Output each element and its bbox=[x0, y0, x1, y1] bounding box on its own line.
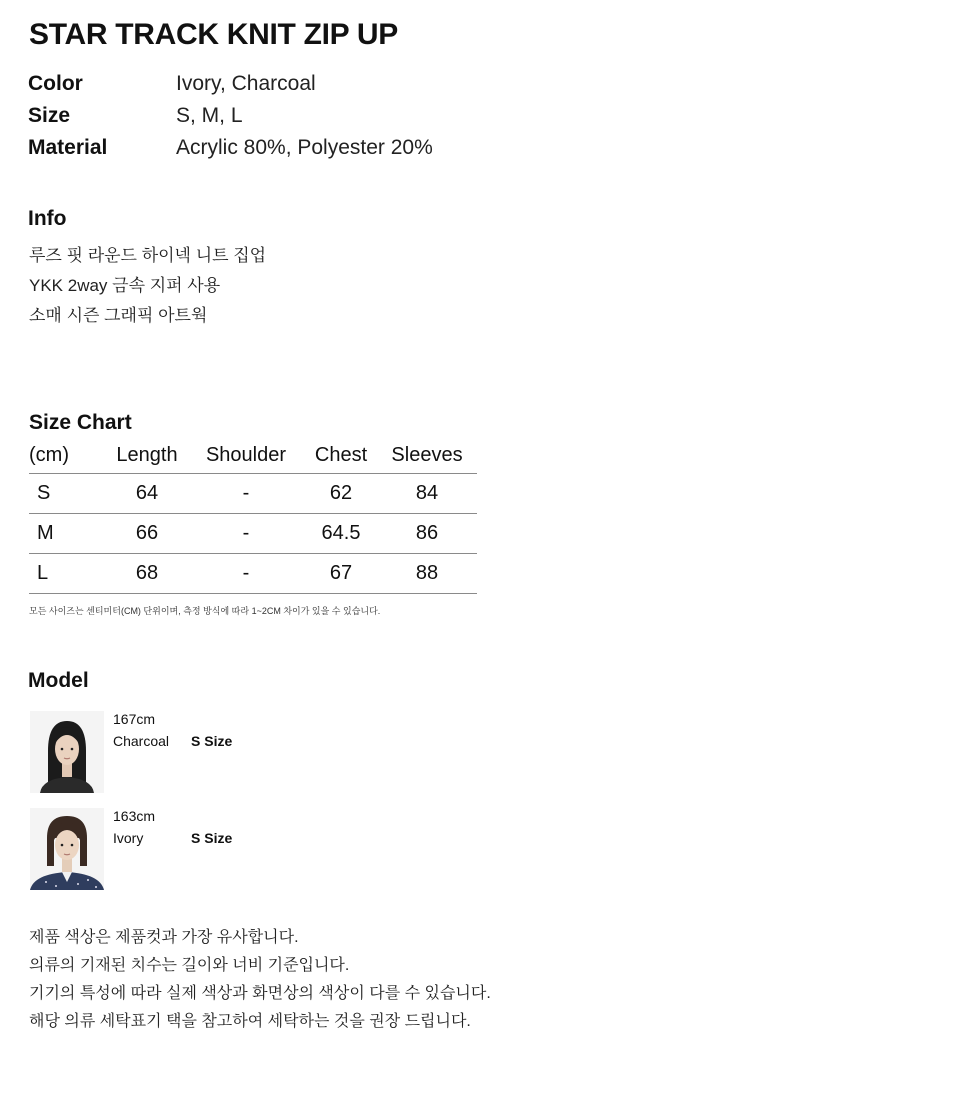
info-list bbox=[29, 241, 266, 331]
spec-value: S, M, L bbox=[176, 104, 243, 127]
spec-row-color bbox=[28, 68, 433, 100]
table-cell: - bbox=[187, 554, 305, 594]
table-cell: 64.5 bbox=[305, 514, 377, 554]
table-cell: M bbox=[29, 514, 107, 554]
model-photo bbox=[30, 711, 104, 793]
model-size: S Size bbox=[191, 830, 233, 846]
header-cell-chest: Chest bbox=[305, 437, 377, 474]
info-heading: Info bbox=[28, 207, 67, 230]
size-chart-table bbox=[29, 437, 477, 594]
table-cell: L bbox=[29, 554, 107, 594]
table-cell: 86 bbox=[377, 514, 477, 554]
table-cell: - bbox=[187, 514, 305, 554]
size-chart-heading: Size Chart bbox=[29, 411, 132, 434]
care-notes bbox=[29, 924, 491, 1036]
model-color: Charcoal bbox=[113, 733, 170, 749]
info-line: 루즈 핏 라운드 하이넥 니트 집업 bbox=[29, 246, 267, 265]
model-height: 167cm bbox=[113, 711, 156, 727]
size-chart-note: 모든 사이즈는 센티미터(CM) 단위이며, 측정 방식에 따라 1~2CM 차이가 있을 수 있습니다. bbox=[29, 606, 381, 616]
table-cell: 88 bbox=[377, 554, 477, 594]
size-chart-header-row bbox=[29, 437, 477, 474]
model-item-charcoal bbox=[30, 711, 330, 795]
table-row bbox=[29, 514, 477, 554]
spec-key: Size bbox=[28, 104, 71, 127]
table-cell: 84 bbox=[377, 474, 477, 514]
table-cell: - bbox=[187, 474, 305, 514]
spec-value: Ivory, Charcoal bbox=[176, 72, 316, 95]
header-cell-sleeves: Sleeves bbox=[377, 437, 477, 474]
model-photo bbox=[30, 808, 104, 890]
care-line: 의류의 기재된 치수는 길이와 너비 기준입니다. bbox=[29, 957, 350, 974]
care-line: 제품 색상은 제품컷과 가장 유사합니다. bbox=[29, 929, 299, 946]
model-heading: Model bbox=[28, 669, 89, 692]
table-row bbox=[29, 554, 477, 594]
header-cell-shoulder: Shoulder bbox=[187, 437, 305, 474]
table-cell: 64 bbox=[107, 474, 187, 514]
spec-key: Color bbox=[28, 72, 83, 95]
care-line: 해당 의류 세탁표기 택을 참고하여 세탁하는 것을 권장 드립니다. bbox=[29, 1013, 471, 1030]
product-title: STAR TRACK KNIT ZIP UP bbox=[29, 18, 398, 51]
info-line: 소매 시즌 그래픽 아트웍 bbox=[29, 306, 208, 325]
spec-value: Acrylic 80%, Polyester 20% bbox=[176, 136, 433, 159]
spec-list bbox=[28, 68, 433, 164]
care-line: 기기의 특성에 따라 실제 색상과 화면상의 색상이 다를 수 있습니다. bbox=[29, 985, 491, 1002]
model-size: S Size bbox=[191, 733, 233, 749]
info-line: YKK 2way 금속 지퍼 사용 bbox=[29, 276, 221, 295]
table-cell: 62 bbox=[305, 474, 377, 514]
table-row bbox=[29, 474, 477, 514]
model-height: 163cm bbox=[113, 808, 156, 824]
model-color: Ivory bbox=[113, 830, 144, 846]
spec-key: Material bbox=[28, 136, 108, 159]
spec-row-material bbox=[28, 132, 433, 164]
table-cell: 68 bbox=[107, 554, 187, 594]
header-cell-length: Length bbox=[107, 437, 187, 474]
table-cell: 66 bbox=[107, 514, 187, 554]
table-cell: S bbox=[29, 474, 107, 514]
table-cell: 67 bbox=[305, 554, 377, 594]
header-cell-unit: (cm) bbox=[29, 437, 107, 474]
spec-row-size bbox=[28, 100, 433, 132]
model-item-ivory bbox=[30, 808, 330, 892]
